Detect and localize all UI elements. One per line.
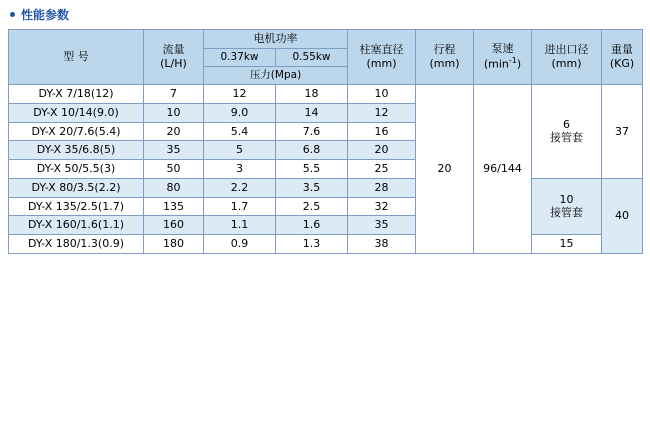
header-pump-speed-unit: (min — [483, 57, 509, 71]
table-row — [9, 85, 643, 104]
cell-power-037: 3 — [204, 160, 276, 179]
header-pump-speed-exponent: -1 — [508, 56, 517, 66]
header-inlet-outlet — [532, 30, 602, 85]
header-plunger-line1: 柱塞直径 — [359, 43, 404, 57]
cell-weight-40: 40 — [602, 178, 643, 253]
spec-table — [8, 29, 643, 254]
header-weight-line2: (KG) — [609, 57, 635, 70]
header-inlet-outlet-line2: (mm) — [551, 57, 582, 70]
cell-inlet-outlet-6-line1: 6 — [563, 117, 570, 131]
cell-power-037: 12 — [204, 85, 276, 104]
cell-power-037: 5.4 — [204, 122, 276, 141]
header-plunger-diameter — [348, 30, 416, 85]
cell-model: DY-X 50/5.5(3) — [9, 160, 144, 179]
cell-plunger: 25 — [348, 160, 416, 179]
cell-inlet-outlet-10-line1: 10 — [559, 192, 574, 206]
header-pressure: 压力(Mpa) — [204, 66, 348, 84]
cell-flow: 10 — [144, 103, 204, 122]
cell-flow: 7 — [144, 85, 204, 104]
cell-plunger: 35 — [348, 216, 416, 235]
cell-plunger: 38 — [348, 235, 416, 254]
cell-plunger: 10 — [348, 85, 416, 104]
cell-plunger: 12 — [348, 103, 416, 122]
table-row — [9, 178, 643, 197]
cell-flow: 180 — [144, 235, 204, 254]
cell-inlet-outlet-15: 15 — [532, 235, 602, 254]
section-title — [0, 0, 650, 29]
header-inlet-outlet-line1: 进出口径 — [544, 43, 589, 57]
cell-power-055: 7.6 — [276, 122, 348, 141]
cell-model: DY-X 35/6.8(5) — [9, 141, 144, 160]
header-flow — [144, 30, 204, 85]
bullet-dot-icon — [10, 12, 15, 17]
cell-power-055: 5.5 — [276, 160, 348, 179]
cell-inlet-outlet-6 — [532, 85, 602, 179]
table-header-row-1 — [9, 30, 643, 49]
header-pump-speed-line2 — [475, 56, 530, 71]
cell-model: DY-X 10/14(9.0) — [9, 103, 144, 122]
cell-power-037: 5 — [204, 141, 276, 160]
cell-power-037: 1.7 — [204, 197, 276, 216]
cell-power-037: 9.0 — [204, 103, 276, 122]
cell-power-037: 2.2 — [204, 178, 276, 197]
cell-flow: 50 — [144, 160, 204, 179]
cell-inlet-outlet-10 — [532, 178, 602, 234]
cell-weight-37: 37 — [602, 85, 643, 179]
cell-power-037: 0.9 — [204, 235, 276, 254]
header-stroke-line1: 行程 — [433, 43, 456, 57]
header-power-037: 0.37kw — [204, 48, 276, 66]
cell-model: DY-X 180/1.3(0.9) — [9, 235, 144, 254]
header-flow-line1: 流量 — [162, 43, 185, 57]
section-title-label: 性能参数 — [21, 8, 70, 22]
header-weight-line1: 重量 — [611, 43, 633, 57]
header-pump-speed-line1: 泵速 — [491, 42, 514, 56]
cell-power-055: 14 — [276, 103, 348, 122]
cell-inlet-outlet-10-line2: 接管套 — [550, 206, 583, 220]
header-model: 型 号 — [9, 30, 144, 85]
header-pump-speed-paren: ) — [516, 57, 522, 71]
header-stroke — [416, 30, 474, 85]
header-flow-line2: (L/H) — [160, 57, 187, 70]
cell-model: DY-X 160/1.6(1.1) — [9, 216, 144, 235]
table-row — [9, 235, 643, 254]
cell-power-055: 6.8 — [276, 141, 348, 160]
cell-flow: 35 — [144, 141, 204, 160]
cell-model: DY-X 7/18(12) — [9, 85, 144, 104]
cell-plunger: 16 — [348, 122, 416, 141]
header-power-055: 0.55kw — [276, 48, 348, 66]
header-weight — [602, 30, 643, 85]
header-stroke-line2: (mm) — [429, 57, 460, 70]
cell-plunger: 32 — [348, 197, 416, 216]
cell-stroke-merged: 20 — [416, 85, 474, 254]
cell-power-055: 3.5 — [276, 178, 348, 197]
cell-inlet-outlet-6-line2: 接管套 — [550, 131, 583, 145]
cell-model: DY-X 80/3.5(2.2) — [9, 178, 144, 197]
cell-model: DY-X 20/7.6(5.4) — [9, 122, 144, 141]
cell-power-055: 1.6 — [276, 216, 348, 235]
cell-power-055: 2.5 — [276, 197, 348, 216]
cell-plunger: 20 — [348, 141, 416, 160]
cell-flow: 20 — [144, 122, 204, 141]
cell-power-037: 1.1 — [204, 216, 276, 235]
cell-power-055: 18 — [276, 85, 348, 104]
cell-power-055: 1.3 — [276, 235, 348, 254]
cell-flow: 135 — [144, 197, 204, 216]
header-motor-power: 电机功率 — [204, 30, 348, 49]
cell-model: DY-X 135/2.5(1.7) — [9, 197, 144, 216]
cell-flow: 160 — [144, 216, 204, 235]
cell-plunger: 28 — [348, 178, 416, 197]
cell-flow: 80 — [144, 178, 204, 197]
header-pump-speed — [474, 30, 532, 85]
cell-pump-speed-merged: 96/144 — [474, 85, 532, 254]
header-plunger-line2: (mm) — [366, 57, 397, 70]
